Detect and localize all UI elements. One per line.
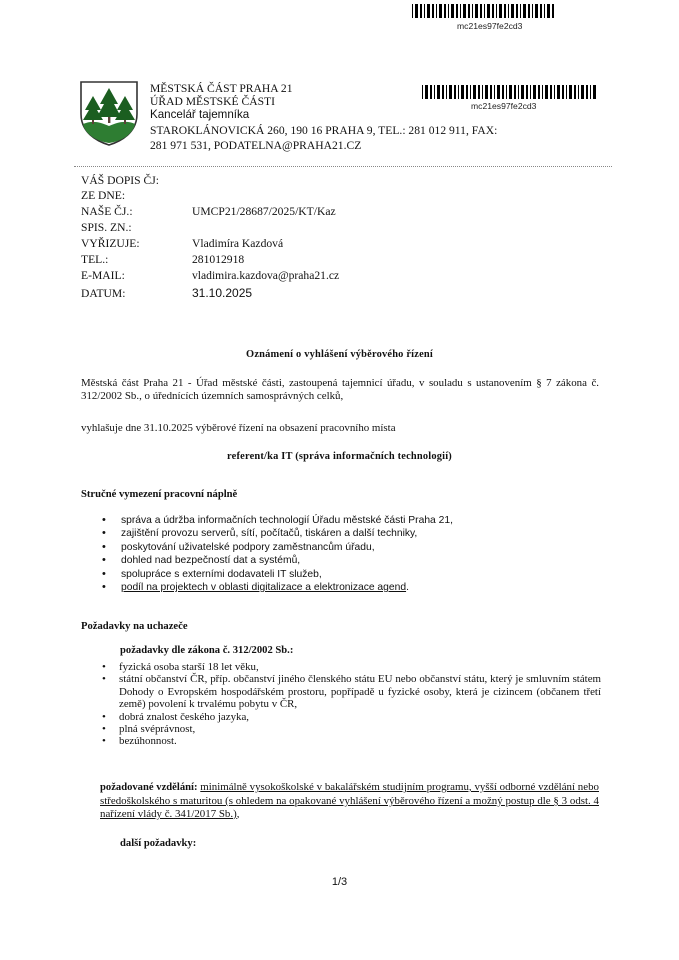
header-office: ÚŘAD MĚSTSKÉ ČÁSTI — [150, 95, 275, 108]
barcode-bar — [415, 4, 418, 18]
header-divider — [74, 166, 612, 167]
barcode-bar — [530, 85, 531, 99]
barcode-bar — [509, 85, 512, 99]
barcode-bar — [518, 85, 519, 99]
barcode-bar — [482, 85, 483, 99]
header-department: Kancelář tajemníka — [150, 108, 250, 121]
barcode-bar — [463, 4, 466, 18]
barcode-bar — [437, 85, 440, 99]
list-item: • plná svéprávnost, — [81, 723, 601, 735]
barcode-bar — [521, 85, 524, 99]
law-requirements-list — [81, 661, 601, 748]
barcode-bar — [468, 4, 470, 18]
barcode-bar — [454, 85, 456, 99]
list-item: • dobrá znalost českého jazyka, — [81, 711, 601, 723]
announce-paragraph: vyhlašuje dne 31.10.2025 výběrové řízení na obsazení pracovního místa — [81, 422, 396, 434]
barcode-bar — [533, 85, 536, 99]
barcode-bar — [569, 85, 572, 99]
ref-value: 31.10.2025 — [192, 286, 253, 300]
barcode-bar — [446, 85, 447, 99]
list-item: • státní občanství ČR, příp. občanství jiného členského státu EU nebo občanství státu, který je smluvním státem Dohody o Evropském hospodářském prostoru, popřípadě u fyzické osoby, která je cizincem (občanem třetí země) povolení k trvalému pobytu v ČR, — [81, 673, 601, 710]
education-text: minimálně vysokoškolské v bakalářském studijním programu, vyšší odborné vzdělání nebo středoškolského s maturitou (s ohledem na opakované vyhlášení výběrového řízení a možný postup dle § 3 odst. 4 nařízení vlády č. 341/2017 Sb.) — [100, 781, 599, 820]
barcode-bar — [473, 85, 476, 99]
coat-of-arms-logo — [78, 80, 140, 146]
barcode-bar — [466, 85, 468, 99]
education-paragraph — [100, 781, 599, 820]
list-item — [81, 581, 601, 594]
list-item: • poskytování uživatelské podpory zaměstnancům úřadu, — [81, 541, 601, 554]
header-address: STAROKLÁNOVICKÁ 260, 190 16 PRAHA 9, TEL.: 281 012 911, FAX: — [150, 124, 498, 137]
barcode-bar — [502, 85, 504, 99]
barcode-bar — [485, 85, 488, 99]
barcode-bar — [514, 85, 516, 99]
barcode-bar — [494, 85, 495, 99]
barcode-bar — [461, 85, 464, 99]
barcode-bar — [475, 4, 478, 18]
barcode-bar — [547, 4, 550, 18]
other-requirements-heading: další požadavky: — [120, 838, 197, 849]
barcode-bar — [593, 85, 596, 99]
barcode-bar — [430, 85, 432, 99]
list-item: • dohled nad bezpečností dat a systémů, — [81, 554, 601, 567]
ref-value: 281012918 — [192, 253, 245, 266]
barcode-bar — [516, 4, 518, 18]
barcode-bar — [499, 4, 502, 18]
barcode-bar — [496, 4, 497, 18]
barcode-bar — [436, 4, 437, 18]
barcode-bar — [578, 85, 579, 99]
barcode-bar — [566, 85, 567, 99]
barcode-bar — [449, 85, 452, 99]
barcode-bar — [497, 85, 500, 99]
barcode-bar — [451, 4, 454, 18]
barcode-bar — [442, 85, 444, 99]
duties-list — [81, 514, 601, 594]
barcode-bar — [434, 85, 435, 99]
barcode-bar — [458, 85, 459, 99]
barcode-bar — [484, 4, 485, 18]
barcode-bar — [535, 4, 538, 18]
ref-label: VYŘIZUJE: — [81, 237, 140, 250]
barcode-bar — [420, 4, 422, 18]
ref-label: DATUM: — [81, 287, 126, 300]
header-contacts: 281 971 531, PODATELNA@PRAHA21.CZ — [150, 139, 362, 152]
ref-label: TEL.: — [81, 253, 109, 266]
barcode-bar — [586, 85, 588, 99]
barcode-bar — [550, 85, 552, 99]
duty-suffix: . — [406, 582, 409, 594]
barcode-bar — [444, 4, 446, 18]
education-suffix: , — [236, 807, 240, 820]
ref-value: Vladimíra Kazdová — [192, 237, 284, 250]
top-barcode-caption: mc21es97fe2cd3 — [457, 21, 523, 31]
header-municipality: MĚSTSKÁ ČÁST PRAHA 21 — [150, 82, 293, 95]
list-item: • správa a údržba informačních technologií Úřadu městské části Praha 21, — [81, 514, 601, 527]
barcode-bar — [511, 4, 514, 18]
barcode-bar — [540, 4, 542, 18]
barcode-bar — [528, 4, 530, 18]
barcode-bar — [581, 85, 584, 99]
barcode-bar — [456, 4, 458, 18]
barcode-bar — [520, 4, 521, 18]
barcode-bar — [490, 85, 492, 99]
barcode-bar — [427, 4, 430, 18]
barcode-bar — [562, 85, 564, 99]
position-title: referent/ka IT (správa informačních technologií) — [227, 451, 452, 462]
top-barcode — [412, 4, 554, 18]
barcode-bar — [472, 4, 473, 18]
barcode-bar — [460, 4, 461, 18]
header-barcode-caption: mc21es97fe2cd3 — [471, 101, 537, 111]
barcode-bar — [526, 85, 528, 99]
barcode-bar — [557, 85, 560, 99]
education-label: požadované vzdělání: — [100, 782, 198, 793]
list-item: • fyzická osoba starší 18 let věku, — [81, 661, 601, 673]
barcode-bar — [508, 4, 509, 18]
intro-paragraph: Městská část Praha 21 - Úřad městské části, zastoupená tajemnicí úřadu, v souladu s ustanovením § 7 zákona č. 312/2002 Sb., o úřednících územních samosprávných celků, — [81, 377, 599, 403]
barcode-bar — [506, 85, 507, 99]
ref-label: VÁŠ DOPIS ČJ: — [81, 174, 159, 187]
requirements-heading: Požadavky na uchazeče — [81, 621, 188, 632]
barcode-bar — [542, 85, 543, 99]
barcode-bar — [412, 4, 413, 18]
ref-label: SPIS. ZN.: — [81, 221, 132, 234]
barcode-bar — [425, 85, 428, 99]
ref-label: E-MAIL: — [81, 269, 125, 282]
list-item: • zajištění provozu serverů, sítí, počítačů, tiskáren a další techniky, — [81, 527, 601, 540]
barcode-bar — [532, 4, 533, 18]
list-item: • bezúhonnost. — [81, 735, 601, 747]
barcode-bar — [487, 4, 490, 18]
ref-value: UMCP21/28687/2025/KT/Kaz — [192, 205, 336, 218]
barcode-bar — [544, 4, 545, 18]
list-item: • spolupráce s externími dodavateli IT služeb, — [81, 568, 601, 581]
barcode-bar — [439, 4, 442, 18]
barcode-bar — [480, 4, 482, 18]
page-number: 1/3 — [331, 876, 348, 888]
ref-value[interactable]: vladimira.kazdova@praha21.cz — [192, 269, 340, 282]
barcode-bar — [448, 4, 449, 18]
barcode-bar — [492, 4, 494, 18]
barcode-bar — [470, 85, 471, 99]
barcode-bar — [545, 85, 548, 99]
ref-label: ZE DNE: — [81, 189, 126, 202]
law-requirements-heading: požadavky dle zákona č. 312/2002 Sb.: — [120, 645, 294, 656]
barcode-bar — [538, 85, 540, 99]
barcode-bar — [552, 4, 554, 18]
header-barcode — [422, 85, 598, 99]
barcode-bar — [424, 4, 425, 18]
duty-underlined-text: podíl na projektech v oblasti digitalizace a elektronizace agend — [121, 582, 407, 594]
barcode-bar — [590, 85, 591, 99]
document-title: Oznámení o vyhlášení výběrového řízení — [246, 349, 433, 360]
barcode-bar — [574, 85, 576, 99]
barcode-bar — [523, 4, 526, 18]
ref-label: NAŠE ČJ.: — [81, 205, 133, 218]
barcode-bar — [422, 85, 423, 99]
barcode-bar — [554, 85, 555, 99]
barcode-bar — [478, 85, 480, 99]
barcode-bar — [432, 4, 434, 18]
barcode-bar — [504, 4, 506, 18]
duties-heading: Stručné vymezení pracovní náplně — [81, 489, 238, 500]
